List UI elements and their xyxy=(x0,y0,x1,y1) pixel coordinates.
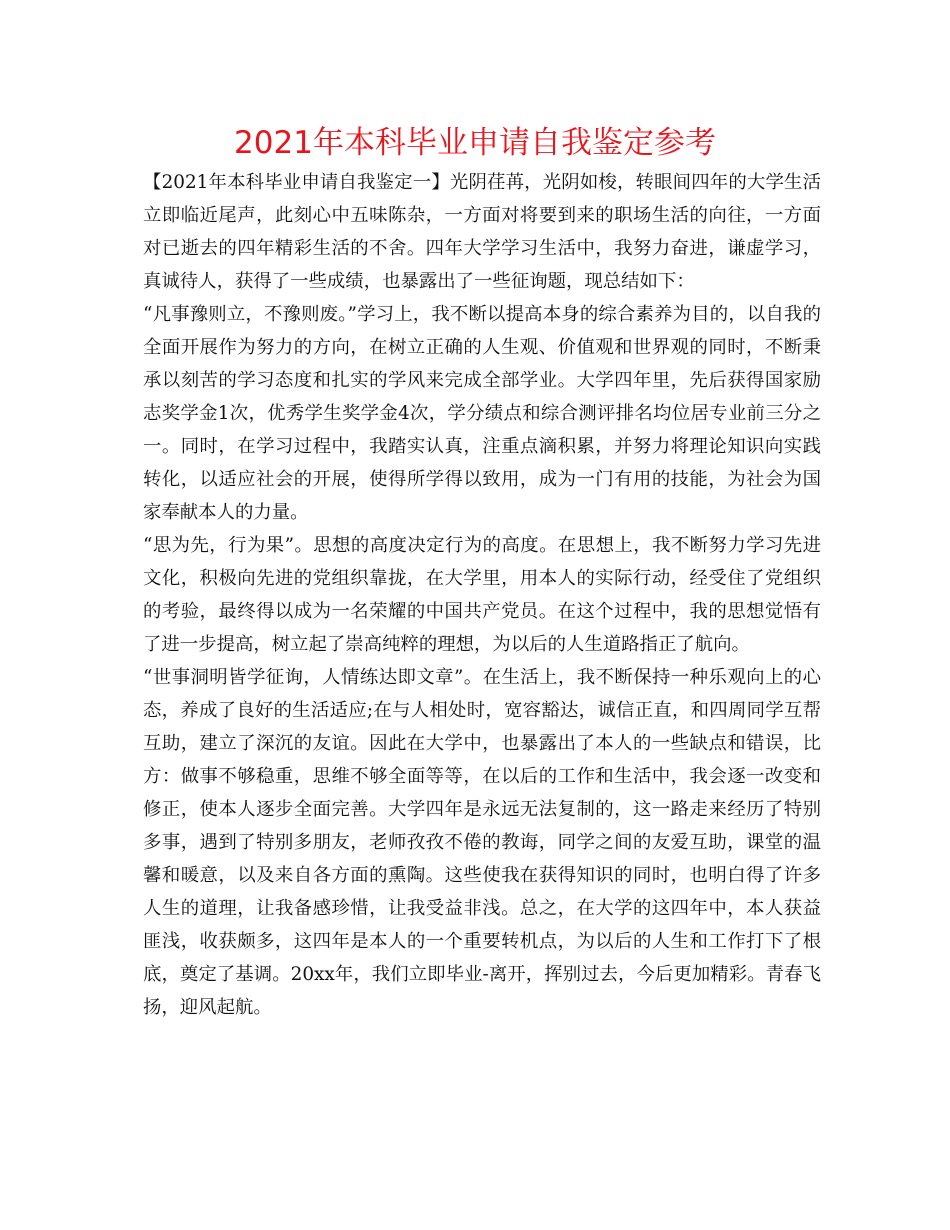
document-title: 2021年本科毕业申请自我鉴定参考 xyxy=(234,125,716,161)
document-body xyxy=(143,166,821,1024)
paragraph-thought: “思为先，行为果”。思想的高度决定行为的高度。在思想上，我不断努力学习先进文化，积极向先进的党组织靠拢，在大学里，用本人的实际行动，经受住了党组织的考验，最终得以成为一名荣耀的中国共产党员。在这个过程中，我的思想觉悟有了进一步提高，树立起了崇高纯粹的理想，为以后的人生道路指正了航向。 xyxy=(143,535,821,655)
paragraph-study: “凡事豫则立，不豫则废。”学习上，我不断以提高本身的综合素养为目的，以自我的全面开展作为努力的方向，在树立正确的人生观、价值观和世界观的同时，不断秉承以刻苦的学习态度和扎实的学风来完成全部学业。大学四年里，先后获得国家励志奖学金1次，优秀学生奖学金4次，学分绩点和综合测评排名均位居专业前三分之一。同时，在学习过程中，我踏实认真，注重点滴积累，并努力将理论知识向实践转化，以适应社会的开展，使得所学得以致用，成为一门有用的技能，为社会为国家奉献本人的力量。 xyxy=(143,304,821,523)
paragraph-life: “世事洞明皆学征询，人情练达即文章”。在生活上，我不断保持一种乐观向上的心态，养成了良好的生活适应;在与人相处时，宽容豁达，诚信正直，和四周同学互帮互助，建立了深沉的友谊。因此在大学中，也暴露出了本人的一些缺点和错误，比方：做事不够稳重，思维不够全面等等，在以后的工作和生活中，我会逐一改变和修正，使本人逐步全面完善。大学四年是永远无法复制的，这一路走来经历了特别多事，遇到了特别多朋友，老师孜孜不倦的教诲，同学之间的友爱互助，课堂的温馨和暖意，以及来自各方面的熏陶。这些使我在获得知识的同时，也明白得了许多人生的道理，让我备感珍惜，让我受益非浅。总之，在大学的这四年中，本人获益匪浅，收获颇多，这四年是本人的一个重要转机点，为以后的人生和工作打下了根底，奠定了基调。20xx年，我们立即毕业-离开，挥别过去，今后更加精彩。青春飞扬，迎风起航。 xyxy=(143,667,821,1018)
paragraph-intro: 【2021年本科毕业申请自我鉴定一】光阴荏苒，光阴如梭，转眼间四年的大学生活立即临近尾声，此刻心中五味陈杂，一方面对将要到来的职场生活的向往，一方面对已逝去的四年精彩生活的不舍。四年大学学习生活中，我努力奋进，谦虚学习，真诚待人，获得了一些成绩，也暴露出了一些征询题，现总结如下： xyxy=(143,172,821,292)
